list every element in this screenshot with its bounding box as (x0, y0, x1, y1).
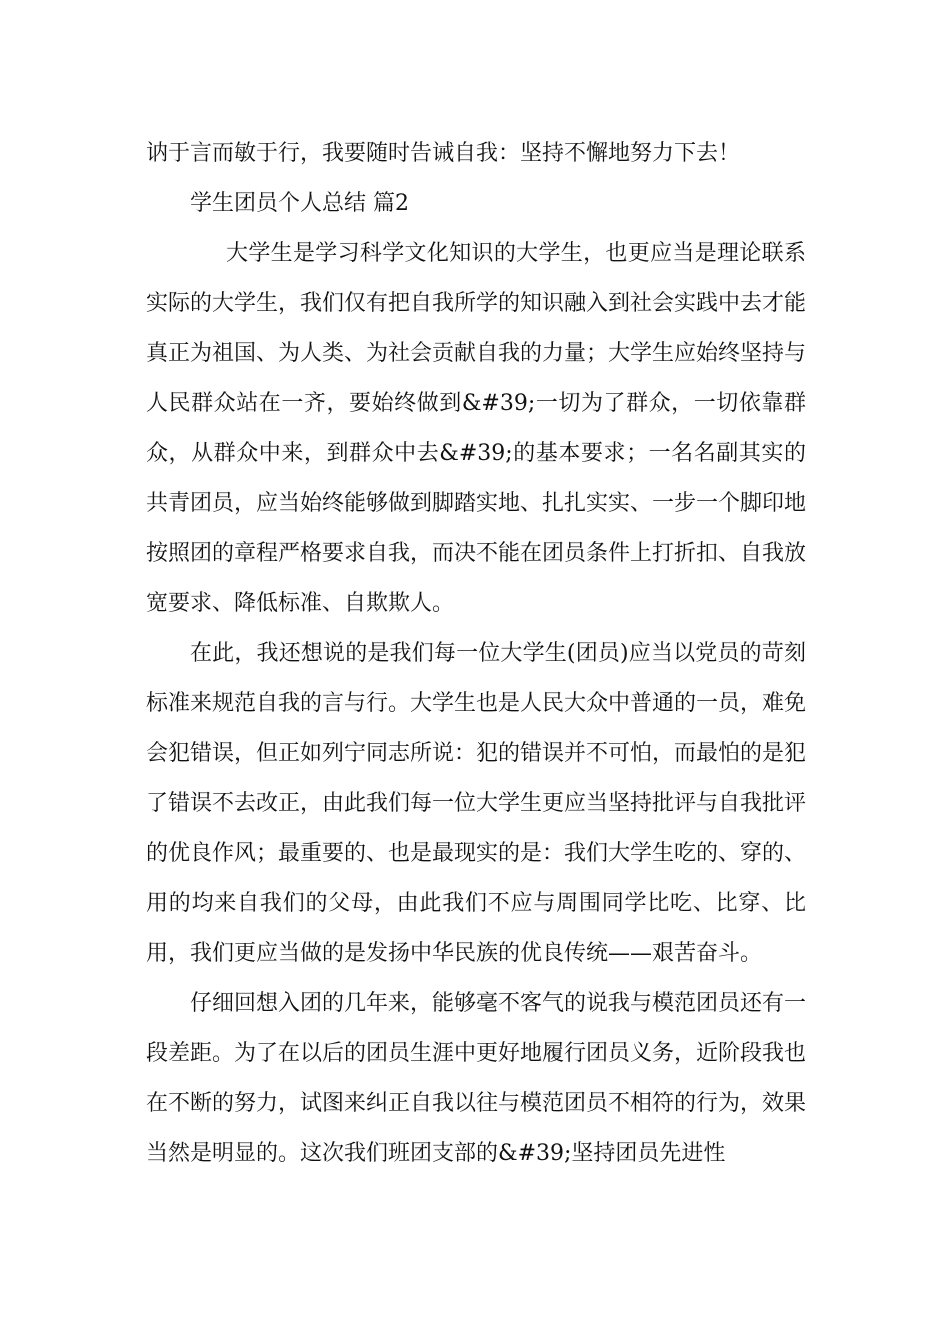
paragraph-3: 仔细回想入团的几年来，能够毫不客气的说我与模范团员还有一段差距。为了在以后的团员生涯中更好地履行团员义务，近阶段我也在不断的努力，试图来纠正自我以往与模范团员不相符的行为，效果当然是明显的。这次我们班团支部的&#39;坚持团员先进性 (146, 991, 807, 1166)
lead-line: 讷于言而敏于行，我要随时告诫自我：坚持不懈地努力下去！ (146, 141, 741, 166)
section-heading: 学生团员个人总结 篇2 (190, 191, 409, 216)
document-body (146, 129, 806, 1179)
paragraph-1: 大学生是学习科学文化知识的大学生，也更应当是理论联系实际的大学生，我们仅有把自我所学的知识融入到社会实践中去才能真正为祖国、为人类、为社会贡献自我的力量；大学生应始终坚持与人民群众站在一齐，要始终做到&#39;一切为了群众，一切依靠群众，从群众中来，到群众中去&#39;的基本要求；一名名副其实的共青团员，应当始终能够做到脚踏实地、扎扎实实、一步一个脚印地按照团的章程严格要求自我，而决不能在团员条件上打折扣、自我放宽要求、降低标准、自欺欺人。 (146, 241, 807, 616)
paragraph-2: 在此，我还想说的是我们每一位大学生(团员)应当以党员的苛刻标准来规范自我的言与行。大学生也是人民大众中普通的一员，难免会犯错误，但正如列宁同志所说：犯的错误并不可怕，而最怕的是犯了错误不去改正，由此我们每一位大学生更应当坚持批评与自我批评的优良作风；最重要的、也是最现实的是：我们大学生吃的、穿的、用的均来自我们的父母，由此我们不应与周围同学比吃、比穿、比用，我们更应当做的是发扬中华民族的优良传统——艰苦奋斗。 (146, 641, 807, 966)
